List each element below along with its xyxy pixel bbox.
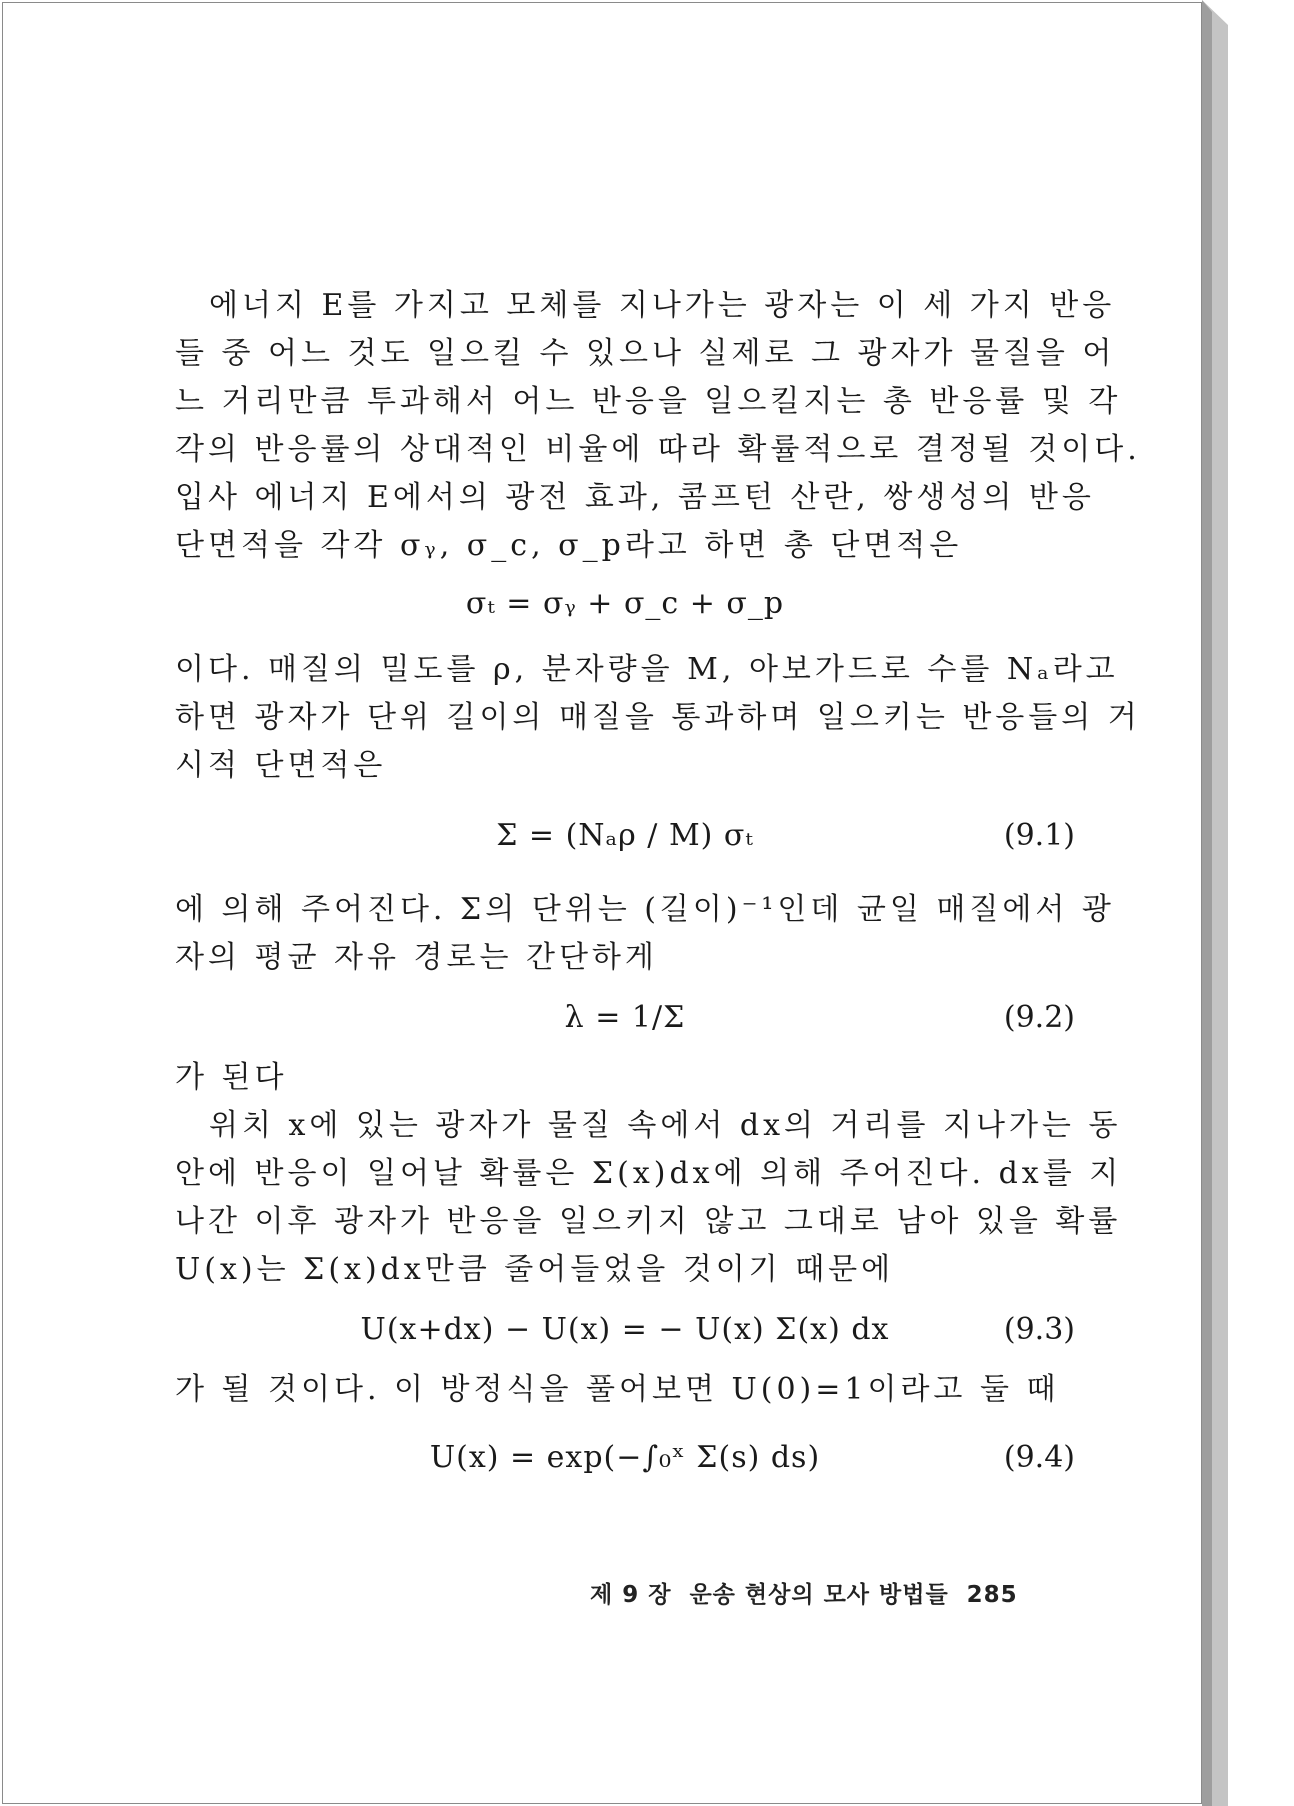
text-line: 가 될 것이다. 이 방정식을 풀어보면 U(0)=1이라고 둘 때 [175,1372,1060,1407]
equation-9-3 [175,1306,1075,1354]
equation-9-1 [175,812,1075,860]
text-line: 에너지 E를 가지고 모체를 지나가는 광자는 이 세 가지 반응 [209,288,1116,323]
text-line: 자의 평균 자유 경로는 간단하게 [175,940,658,975]
page-number: 285 [966,1582,1018,1608]
page-footer [590,1576,1018,1609]
equation-number: (9.1) [1003,818,1075,853]
text-line: 각의 반응률의 상대적인 비율에 따라 확률적으로 결정될 것이다. [175,432,1141,467]
equation-9-2 [175,994,1075,1042]
text-line: 나간 이후 광자가 반응을 일으키지 않고 그대로 남아 있을 확률 [175,1204,1122,1239]
text-line: 입사 에너지 E에서의 광전 효과, 콤프턴 산란, 쌍생성의 반응 [175,480,1095,515]
chapter-title: 운송 현상의 모사 방법들 [689,1582,949,1608]
text-line: 하면 광자가 단위 길이의 매질을 통과하며 일으키는 반응들의 거 [175,700,1141,735]
chapter-label: 제 9 장 [590,1582,672,1608]
equation-number: (9.3) [1003,1312,1075,1347]
text-line: 느 거리만큼 투과해서 어느 반응을 일으킬지는 총 반응률 및 각 [175,384,1122,419]
equation-9-4 [175,1434,1075,1482]
text-line: 가 된다 [175,1060,288,1095]
text-line: 들 중 어느 것도 일으킬 수 있으나 실제로 그 광자가 물질을 어 [175,336,1116,371]
equation-expression: U(x) = exp(−∫₀ˣ Σ(s) ds) [429,1440,821,1475]
equation-expression: U(x+dx) − U(x) = − U(x) Σ(x) dx [360,1312,890,1347]
text-line: U(x)는 Σ(x)dx만큼 줄어들었을 것이기 때문에 [175,1252,895,1287]
text-line: 시적 단면적은 [175,748,387,783]
equation-number: (9.4) [1003,1440,1075,1475]
text-line: 단면적을 각각 σᵧ, σ_c, σ_p라고 하면 총 단면적은 [175,528,963,563]
text-line: 에 의해 주어진다. Σ의 단위는 (길이)⁻¹인데 균일 매질에서 광 [175,892,1115,927]
page-edge-shadow [1202,0,1228,1806]
text-line: 안에 반응이 일어날 확률은 Σ(x)dx에 의해 주어진다. dx를 지 [175,1156,1123,1191]
equation-expression: Σ = (Nₐρ / M) σₜ [496,818,754,853]
equation-expression: λ = 1/Σ [564,1000,686,1035]
text-line: 위치 x에 있는 광자가 물질 속에서 dx의 거리를 지나가는 동 [209,1108,1122,1143]
text-line: 이다. 매질의 밀도를 ρ, 분자량을 M, 아보가드로 수를 Nₐ라고 [175,652,1119,687]
text-body [175,282,1141,1482]
equation-total-cross-section [175,580,1075,628]
equation-number: (9.2) [1003,1000,1075,1035]
equation-expression: σₜ = σᵧ + σ_c + σ_p [465,586,785,621]
